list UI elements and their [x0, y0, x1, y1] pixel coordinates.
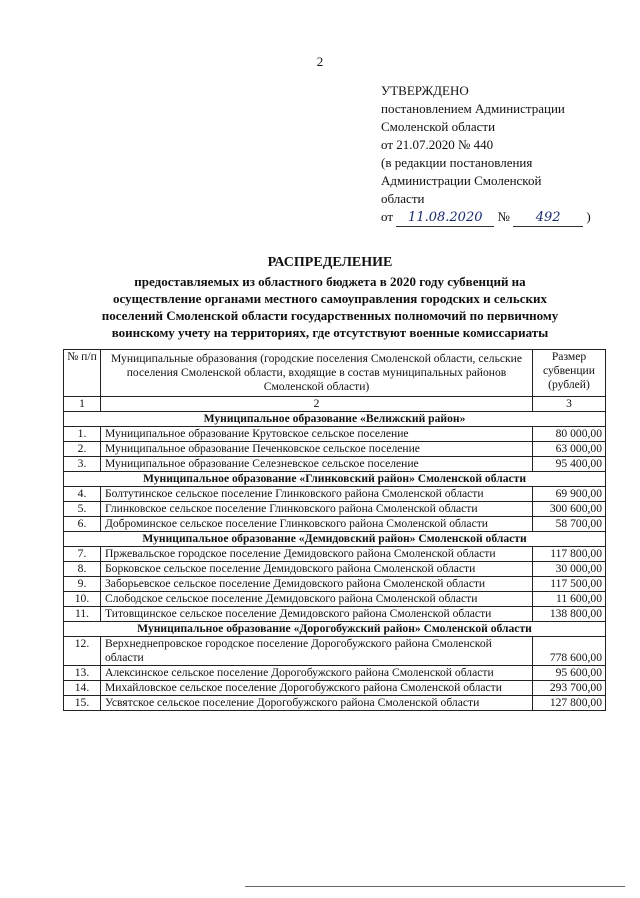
table-body — [64, 350, 606, 711]
row-name: Верхнеднепровское городское поселение Дорогобужского района Смоленской области — [101, 637, 533, 666]
header-name: Муниципальные образования (городские поселения Смоленской области, сельские поселения Смоленской области, входящие в состав муниципальных районов Смоленской области) — [101, 350, 533, 397]
table-row — [64, 666, 606, 681]
row-sum: 58 700,00 — [533, 517, 606, 532]
group-title: Муниципальное образование «Велижский район» — [64, 412, 606, 427]
table-row — [64, 547, 606, 562]
row-name: Глинковское сельское поселение Глинковского района Смоленской области — [101, 502, 533, 517]
row-sum: 117 500,00 — [533, 577, 606, 592]
row-name: Пржевальское городское поселение Демидовского района Смоленской области — [101, 547, 533, 562]
col-number: 2 — [101, 397, 533, 412]
row-number: 4. — [64, 487, 101, 502]
row-number: 15. — [64, 696, 101, 711]
row-number: 9. — [64, 577, 101, 592]
row-number: 1. — [64, 427, 101, 442]
distribution-table — [63, 349, 606, 711]
row-number: 7. — [64, 547, 101, 562]
row-name: Болтутинское сельское поселение Глинковского района Смоленской области — [101, 487, 533, 502]
group-title: Муниципальное образование «Демидовский район» Смоленской области — [64, 532, 606, 547]
number-label: № — [497, 209, 510, 224]
header-sum: Размер субвенции (рублей) — [533, 350, 606, 397]
row-name: Муниципальное образование Селезневское сельское поселение — [101, 457, 533, 472]
row-sum: 300 600,00 — [533, 502, 606, 517]
subtitle-line: воинскому учету на территориях, где отсутствуют военные комиссариаты — [111, 325, 549, 340]
group-row — [64, 472, 606, 487]
table-row — [64, 517, 606, 532]
row-number: 10. — [64, 592, 101, 607]
row-number: 13. — [64, 666, 101, 681]
row-sum: 80 000,00 — [533, 427, 606, 442]
row-number: 12. — [64, 637, 101, 666]
row-number: 8. — [64, 562, 101, 577]
row-number: 14. — [64, 681, 101, 696]
group-title: Муниципальное образование «Глинковский район» Смоленской области — [64, 472, 606, 487]
approval-line: от 21.07.2020 № 440 — [381, 137, 494, 152]
row-sum: 117 800,00 — [533, 547, 606, 562]
row-name: Заборьевское сельское поселение Демидовского района Смоленской области — [101, 577, 533, 592]
table-row — [64, 562, 606, 577]
table-row — [64, 607, 606, 622]
header-num: № п/п — [64, 350, 101, 397]
column-numbers-row — [64, 397, 606, 412]
col-number: 3 — [533, 397, 606, 412]
group-title: Муниципальное образование «Дорогобужский район» Смоленской области — [64, 622, 606, 637]
group-row — [64, 412, 606, 427]
approval-line: (в редакции постановления — [381, 155, 533, 170]
table-header-row — [64, 350, 606, 397]
table-row — [64, 577, 606, 592]
approval-line: УТВЕРЖДЕНО — [381, 83, 469, 98]
approval-block — [381, 82, 621, 227]
approval-date-line — [381, 208, 621, 227]
handwritten-date: 11.08.2020 — [396, 210, 494, 227]
col-number: 1 — [64, 397, 101, 412]
table-row — [64, 427, 606, 442]
table-row — [64, 696, 606, 711]
row-sum: 95 600,00 — [533, 666, 606, 681]
row-number: 11. — [64, 607, 101, 622]
row-sum: 293 700,00 — [533, 681, 606, 696]
row-number: 6. — [64, 517, 101, 532]
row-number: 2. — [64, 442, 101, 457]
group-row — [64, 532, 606, 547]
row-sum: 778 600,00 — [533, 637, 606, 666]
subtitle-line: предоставляемых из областного бюджета в 2020 году субвенций на — [134, 274, 526, 289]
row-name: Муниципальное образование Печенковское сельское поселение — [101, 442, 533, 457]
table-row — [64, 681, 606, 696]
table-row — [64, 592, 606, 607]
table-row — [64, 502, 606, 517]
row-number: 3. — [64, 457, 101, 472]
close-paren: ) — [586, 209, 591, 224]
row-sum: 63 000,00 — [533, 442, 606, 457]
row-sum: 127 800,00 — [533, 696, 606, 711]
approval-line: Смоленской области — [381, 119, 496, 134]
row-sum: 11 600,00 — [533, 592, 606, 607]
table-row — [64, 442, 606, 457]
table-row — [64, 637, 606, 666]
table-row — [64, 457, 606, 472]
row-name: Алексинское сельское поселение Дорогобужского района Смоленской области — [101, 666, 533, 681]
group-row — [64, 622, 606, 637]
row-name: Титовщинское сельское поселение Демидовского района Смоленской области — [101, 607, 533, 622]
subtitle-line: осуществление органами местного самоуправления городских и сельских — [113, 291, 547, 306]
approval-line: постановлением Администрации — [381, 101, 565, 116]
row-number: 5. — [64, 502, 101, 517]
row-name: Муниципальное образование Крутовское сельское поселение — [101, 427, 533, 442]
row-sum: 95 400,00 — [533, 457, 606, 472]
document-title: РАСПРЕДЕЛЕНИЕ — [267, 255, 393, 270]
row-name: Михайловское сельское поселение Дорогобужского района Смоленской области — [101, 681, 533, 696]
bottom-rule — [245, 886, 625, 887]
subtitle-line: поселений Смоленской области государственных полномочий по первичному — [101, 308, 559, 323]
row-name: Усвятское сельское поселение Дорогобужского района Смоленской области — [101, 696, 533, 711]
row-name: Слободское сельское поселение Демидовского района Смоленской области — [101, 592, 533, 607]
table-row — [64, 487, 606, 502]
row-name: Доброминское сельское поселение Глинковского района Смоленской области — [101, 517, 533, 532]
approval-line: Администрации Смоленской — [381, 173, 542, 188]
handwritten-number: 492 — [513, 210, 583, 227]
row-sum: 69 900,00 — [533, 487, 606, 502]
approval-line: области — [381, 191, 425, 206]
page-number: 2 — [316, 54, 324, 69]
row-sum: 30 000,00 — [533, 562, 606, 577]
row-sum: 138 800,00 — [533, 607, 606, 622]
row-name: Борковское сельское поселение Демидовского района Смоленской области — [101, 562, 533, 577]
document-subtitle — [60, 273, 600, 341]
from-label: от — [381, 209, 394, 224]
